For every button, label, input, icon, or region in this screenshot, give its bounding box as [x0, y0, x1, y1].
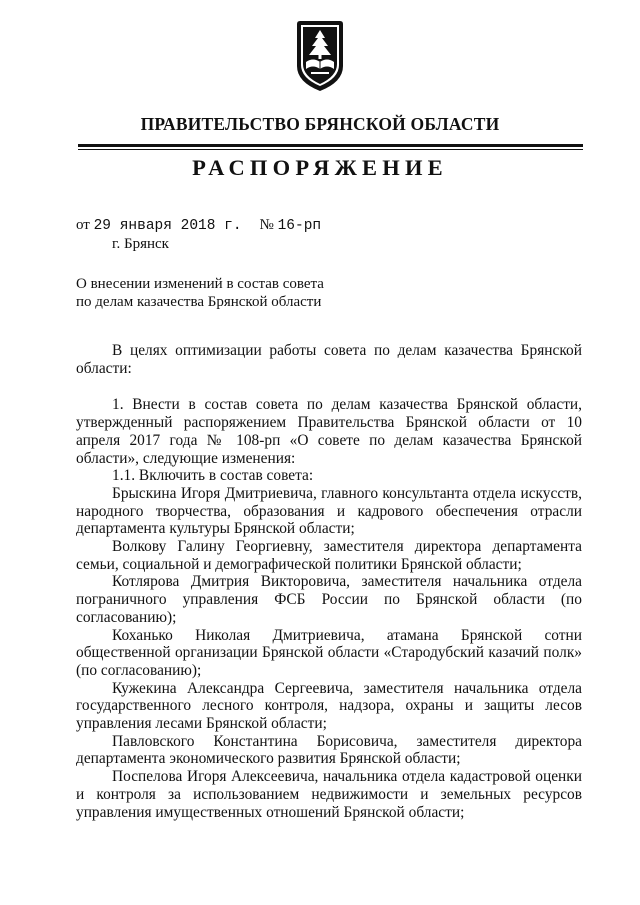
coat-of-arms-icon: [291, 18, 349, 94]
subject-line: по делам казачества Брянской области: [76, 294, 322, 310]
member-entry: Кужекина Александра Сергеевича, заместителя начальника отдела государственного лесного контроля, надзора, охраны и защиты лесов управления лесами Брянской области;: [76, 679, 582, 733]
member-entry: Коханько Николая Дмитриевича, атамана Брянской сотни общественной организации Брянской области «Стародубский казачий полк» (по согласованию);: [76, 626, 582, 679]
member-entry: Волкову Галину Георгиевну, заместителя директора департамента семьи, социальной и демографической политики Брянской области;: [76, 538, 582, 573]
number-prefix: №: [259, 217, 274, 233]
subject-block: [76, 275, 324, 311]
paragraph-clause-1: 1. Внести в состав совета по делам казачества Брянской области, утвержденный распоряжением Правительства Брянской области от 10 апреля 2017 года № 108-рп «О совете по делам казачества Брянской области», следующие изменения:: [76, 396, 582, 467]
city: г. Брянск: [112, 236, 169, 252]
government-title: ПРАВИТЕЛЬСТВО БРЯНСКОЙ ОБЛАСТИ: [140, 114, 500, 134]
header-rule-thick: [78, 144, 583, 147]
member-entry: Котлярова Дмитрия Викторовича, заместителя начальника отдела пограничного управления ФСБ России по Брянской области (по согласованию);: [76, 573, 582, 626]
member-entry: Брыскина Игоря Дмитриевича, главного консультанта отдела искусств, народного творчества, образования и кадрового обеспечения отрасли департамента культуры Брянской области;: [76, 484, 582, 538]
date-number-line: [76, 217, 321, 234]
paragraph-clause-1-1: 1.1. Включить в состав совета:: [112, 467, 314, 485]
header-rule-thin: [78, 149, 583, 150]
document-number: 16-рп: [277, 218, 322, 234]
date-prefix: от: [76, 217, 90, 233]
body-text: [76, 342, 582, 821]
document-date: 29 января 2018 г.: [93, 218, 242, 234]
member-entry: Поспелова Игоря Алексеевича, начальника отдела кадастровой оценки и контроля за использованием недвижимости и земельных ресурсов управления имущественных отношений Брянской области;: [76, 768, 582, 821]
document-type-title: РАСПОРЯЖЕНИЕ: [192, 155, 448, 180]
subject-line: О внесении изменений в состав совета: [76, 276, 324, 292]
member-entry: Павловского Константина Борисовича, заместителя директора департамента экономического развития Брянской области;: [76, 732, 582, 768]
paragraph-preamble: В целях оптимизации работы совета по делам казачества Брянской области:: [76, 342, 582, 377]
